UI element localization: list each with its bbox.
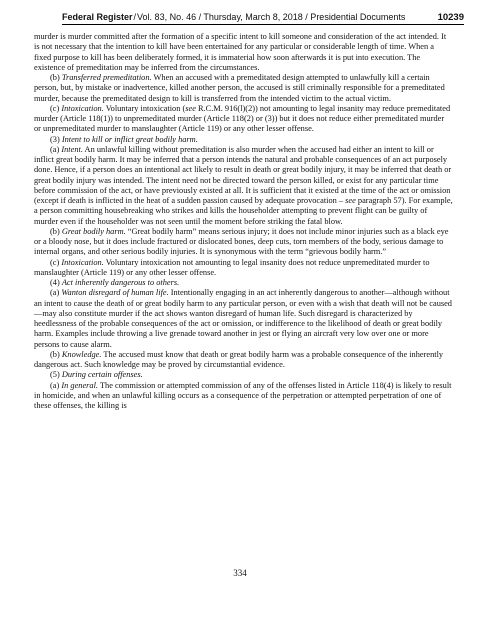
paragraph-intoxication-2: (c) Intoxication. Voluntary intoxication not amounting to legal insanity does not reduce unpremeditated murder to manslaughter (Article 119) or any other lesser offense. (34, 257, 430, 277)
section-heading-5: (5) During certain offenses. (50, 370, 143, 380)
page-folio: 334 (233, 568, 247, 578)
subheading: Transferred premeditation. (61, 73, 152, 82)
subheading: Intent. (61, 144, 83, 154)
paragraph-intent: (a) Intent. An unlawful killing without premeditation is also murder when the accused had either an intent to kill or inflict great bodily harm. It may be inferred that a person intends the natural and probable consequences of an act purposely done. Hence, if a person does an intentional act likely to result in death or great bodily injury, it may be inferred that death or great bodily injury was intended. The intent need not be directed toward the person killed, or exist for any particular time before commission of the act, or have previously existed at all. It is sufficient that it existed at the time of the act or omission (except if death is inflicted in the heat of a sudden passion caused by adequate provocation – see paragraph 57). For example, a person committing housebreaking who strikes and kills the householder attempting to prevent flight can be guilty of murder even if the householder was not seen until the moment before striking the fatal blow. (34, 144, 453, 226)
publication-name: Federal Register (62, 12, 133, 22)
paragraph-in-general: (a) In general. The commission or attempted commission of any of the offenses listed in Article 118(4) is likely to result in homicide, and when an unlawful killing occurs as a consequence of the perpetration or attempted perpetration of one of these offenses, the killing is (34, 380, 452, 410)
document-body (34, 32, 453, 411)
issue-details: Vol. 83, No. 46 / Thursday, March 8, 2018 / Presidential Documents (137, 12, 406, 22)
subheading: Knowledge. (61, 349, 102, 359)
section-heading-4: (4) Act inherently dangerous to others. (50, 278, 180, 287)
subheading: In general. (61, 380, 98, 390)
paragraph-great-bodily-harm: (b) Great bodily harm. “Great bodily harm” means serious injury; it does not include minor injuries such as a black eye or a bloody nose, but it does include fractured or dislocated bones, deep cuts, torn members of the body, serious damage to internal organs, and other serious bodily injuries. It is synonymous with the term “grievous bodily harm.” (34, 226, 449, 257)
paragraph-intoxication-1: (c) Intoxication. Voluntary intoxication (see R.C.M. 916(l)(2)) not amounting to legal insanity may reduce premeditated murder (Article 118(1)) to unpremeditated murder (Article 118(2) or (3)) but it does not reduce either premeditated murder or unpremeditated murder to manslaughter (Article 119) or any other lesser offense. (34, 103, 451, 134)
paragraph-knowledge: (b) Knowledge. The accused must know that death or great bodily harm was a probable consequence of the inherently dangerous act. Such knowledge may be proved by circumstantial evidence. (34, 349, 444, 369)
subheading: Intoxication. (61, 257, 104, 267)
section-heading-3: (3) Intent to kill or inflict great bodily harm. (50, 134, 198, 144)
page-number: 10239 (437, 12, 464, 23)
subheading: Great bodily harm. (61, 226, 126, 236)
paragraph-wanton-disregard: (a) Wanton disregard of human life. Intentionally engaging in an act inherently dangerous to another—although without an intent to cause the death of or great bodily harm to any particular person, or even with a wish that death will not be caused—may also constitute murder if the act shows wanton disregard of human life. Such disregard is characterized by heedlessness of the probable consequences of the act or omission, or indifference to the likelihood of death or great bodily harm. Examples include throwing a live grenade toward another in jest or flying an aircraft very low over one or more persons to cause alarm. (34, 288, 452, 349)
subheading: Wanton disregard of human life. (61, 288, 169, 298)
paragraph-continued: murder is murder committed after the formation of a specific intent to kill someone and consideration of the act intended. It is not necessary that the intention to kill have been entertained for any particular or considerable length of time. When a fixed purpose to kill has been deliberately formed, it is immaterial how soon afterwards it is put into execution. The existence of premeditation may be inferred from the circumstances. (34, 32, 447, 72)
running-header: Federal Register / Vol. 83, No. 46 / Thursday, March 8, 2018 / Presidential Documents 10239 (62, 12, 464, 23)
subheading: Intoxication. (61, 103, 104, 113)
paragraph-transferred-premeditation: (b) Transferred premeditation. When an accused with a premeditated design attempted to unlawfully kill a certain person, but, by mistake or inadvertence, killed another person, the accused is still criminally responsible for a premeditated murder, because the premeditated design to kill is transferred from the intended victim to the actual victim. (34, 73, 445, 103)
